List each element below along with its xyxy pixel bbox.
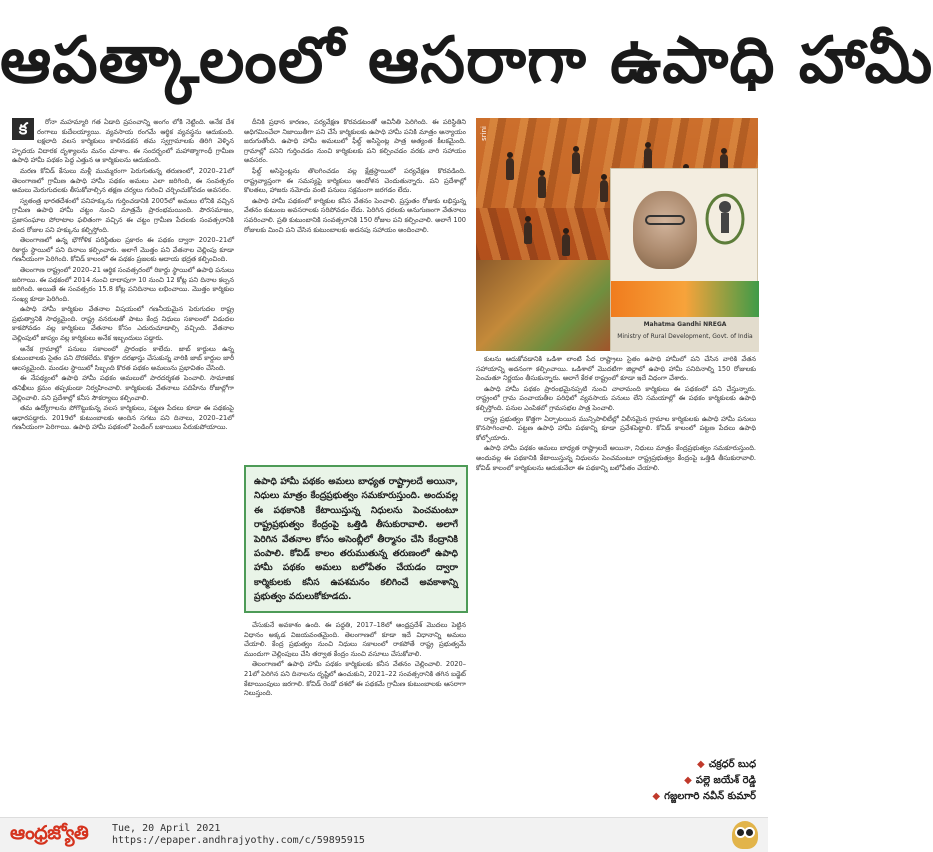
diamond-bullet-icon: ◆	[696, 759, 705, 770]
worker-figure	[538, 176, 546, 198]
nrega-emblem-icon	[703, 185, 747, 249]
paragraph: స్వతంత్ర భారతదేశంలో పనిహక్కును గుర్తించడానికి 2005లో అమలు లోనికి వచ్చిన గ్రామీణ ఉపాధి హామీ చట్టం నుంచి మాత్రమే ప్రారంభమయింది. పౌరసమాజం, ప్రజాసంఘాల పోరాటాల ఫలితంగా వచ్చిన ఈ చట్టం గ్రామీణ పేదలకు సంవత్సరానికి వంద రోజుల పని హక్కును కల్పిస్తోంది.	[12, 196, 234, 234]
article-column-1	[12, 118, 234, 838]
worker-figure	[600, 180, 608, 202]
footer-meta	[112, 823, 365, 847]
byline	[560, 757, 756, 773]
paragraph: తెలంగాణలో ఉన్న భౌగోళిక పరిస్థితుల ప్రకారం ఈ పథకం ద్వారా 2020–21లో రికార్డు స్థాయిలో పని దినాలు కల్పించారు. అలాగే మొత్తం పని వేతనాల చెల్లింపు కూడా గణనీయంగా పెరిగింది. కోవిడ్ కాలంలో ఈ పథకం ప్రజలకు ఆదాయ భద్రత కల్పించింది.	[12, 236, 234, 264]
pull-quote-box: ఉపాధి హామీ పథకం అమలు బాధ్యత రాష్ట్రాలదే అయినా, నిధులు మాత్రం కేంద్రప్రభుత్వం సమకూరుస్తుంది. అందువల్ల ఈ పథకానికి కేటాయిస్తున్న నిధులను పెంచమంటూ రాష్ట్రప్రభుత్వం కేంద్రంపై ఒత్తిడి తీసుకురావాలి. అలాగే పెరిగిన వేతనాల కోసం అసెంబ్లీలో తీర్మానం చేసి కేంద్రానికి పంపాలి. కోవిడ్ కాలం తరుముతున్న తరుణంలో ఉపాధి హామీ పథకం అమలు బలోపేతం చేయడం ద్వారా కార్మికులకు కనీస ఉపశమనం కలిగించే అవకాశాన్ని ప్రభుత్వం వదులుకోకూడదు.	[244, 465, 468, 613]
paragraph: అనేక గ్రామాల్లో పనులు సకాలంలో ప్రారంభం కాలేదు. జాబ్ కార్డులు ఉన్న కుటుంబాలకు సైతం పని దొరకలేదు. కొత్తగా దరఖాస్తు చేసుకున్న వారికి జాబ్ కార్డుల జారీ ఆలస్యమైంది. మండల స్థాయిలో సిబ్బంది కొరత పథకం అమలును ప్రభావితం చేసింది.	[12, 344, 234, 372]
owl-mascot-icon	[732, 821, 758, 849]
gandhi-portrait	[633, 191, 697, 269]
paragraph: చేసుకునే అవకాశం ఉంది. ఈ పద్ధతి, 2017–18లో ఆంధ్రప్రదేశ్ మొదలు పెట్టిన విధానం అక్కడ విజయవంతమైంది. తెలంగాణలో కూడా ఇదే విధానాన్ని అమలు చేయాలి. కేంద్ర ప్రభుత్వం నుంచి నిధులు సకాలంలో రాకపోతే రాష్ట్ర ప్రభుత్వమే ముందుగా చెల్లింపులు చేసి తర్వాత కేంద్రం నుంచి వసూలు చేసుకోవాలి.	[244, 621, 466, 658]
diamond-bullet-icon: ◆	[684, 775, 692, 786]
nrega-poster	[610, 168, 758, 351]
worker-figure	[506, 158, 514, 180]
author-name: పల్లె జయేశ్ రెడ్డి	[695, 775, 756, 786]
headline: ఆపత్కాలంలో ఆసరాగా ఉపాధి హామీ	[0, 24, 933, 98]
paragraph: తెలంగాణలో ఉపాధి హామీ పథకం కార్మికులకు కనీస వేతనం చెల్లించాలి. 2020–21లో పెరిగిన పని దినాలను దృష్టిలో ఉంచుకుని, 2021–22 సంవత్సరానికి తగిన బడ్జెట్ కేటాయింపులు జరగాలి. కోవిడ్ రెండో దశలో ఈ పథకమే గ్రామీణ కుటుంబాలకు ఆసరాగా నిలుస్తుంది.	[244, 660, 466, 698]
diamond-bullet-icon: ◆	[652, 791, 661, 802]
epaper-link[interactable]: https://epaper.andhrajyothy.com/c/59895915	[112, 835, 365, 846]
poster-tricolor-band	[611, 281, 759, 317]
spectacles-icon	[645, 215, 685, 225]
worker-figure	[562, 234, 570, 256]
poster-subtitle: Ministry of Rural Development, Govt. of India	[617, 333, 753, 340]
article-column-3	[476, 355, 756, 753]
worker-figure	[524, 222, 532, 244]
paragraph: రోనా మహమ్మారి గత ఏడాది ప్రపంచాన్ని అంగం లోకి నెట్టింది. అనేక దేశ రంగాలు కుదేలయ్యాయి. వ్యవసాయ రంగమే ఆర్థిక వ్యవస్థను ఆదుకుంది. లక్షలాది వలస కార్మికులు కాలినడకన తమ స్వగ్రామాలకు తిరిగి వెళ్ళిన హృదయ విదారక దృశ్యాలను మనం చూశాం. ఈ సందర్భంలో మహాత్మాగాంధీ గ్రామీణ ఉపాధి హామీ పథకం పెద్ద ఎత్తున ఆ కార్మికులను ఆదుకుంది.	[12, 118, 234, 165]
byline	[560, 773, 756, 789]
paragraph: ఉపాధి హామీ కార్మికుల వేతనాల విషయంలో గణనీయమైన పెరుగుదల రాష్ట్ర ప్రభుత్వానికి సాధ్యమైంది. రాష్ట్ర వనరులతో పాటు కేంద్ర నిధులు సకాలంలో విడుదల కాకపోవడం వల్ల కార్మికులు వేతనాల కోసం ఎదురుచూడాల్సి వచ్చింది. వేతనాల చెల్లింపులో జాప్యం వల్ల కార్మికులు అనేక ఇబ్బందులు పడ్డారు.	[12, 305, 234, 343]
paragraph: కులను ఆదుకోవడానికి ఒడిశా లాంటి పేద రాష్ట్రాలు సైతం ఉపాధి హామీలో పని చేసిన వారికి వేతన సహాయాన్ని అదనంగా కల్పించాయి. ఒడిశాలో మొదటిగా జిల్లాలో ఉపాధి హామీ పనిదినాల్ని 150 రోజులకు పెంచుతూ నిర్ణయం తీసుకున్నారు. అలాగే కేరళ రాష్ట్రంలో కూడా ఇదే విధంగా చేశారు.	[476, 355, 756, 383]
paragraph: మరణ కోవిడ్ కేసులు మళ్లీ ముమ్మరంగా పెరుగుతున్న తరుణంలో, 2020–21లో తెలంగాణలో గ్రామీణ ఉపాధి హామీ పథకం అమలు ఎలా జరిగింది, ఈ సంవత్సరం అమలు మెరుగుదలకు తీసుకోవాల్సిన తక్షణ చర్యలు గురించి చర్చించుకోవడం అవసరం.	[12, 166, 234, 195]
worker-figure	[572, 152, 580, 174]
paragraph: ఉపాధి హామీ పథకంలో కార్మికుల కనీస వేతనం పెంచాలి. ప్రస్తుతం రోజుకు లభిస్తున్న వేతనం కుటుంబ అవసరాలకు సరిపోవడం లేదు. పెరిగిన ధరలకు అనుగుణంగా వేతనాలు సవరించాలి. ప్రతి కుటుంబానికి సంవత్సరానికి 150 రోజుల పని కల్పించాలి. అలాగే 100 రోజులకు మించి పని చేసిన కుటుంబాలకు అదనపు సహాయం అందించాలి.	[244, 196, 466, 234]
author-bylines	[560, 757, 756, 805]
author-name: గజ్జలగారి నవీన్ కుమార్	[664, 791, 756, 802]
dropcap: క	[12, 118, 34, 140]
village-workers-photo	[476, 260, 610, 351]
paragraph: దీనికి ప్రధాన కారణం, పర్యవేక్షణ కొరవడటంతో అవినీతి పెరిగింది. ఈ పరిస్థితిని అధిగమించేలా నిజాయితీగా పని చేసే కార్మికులకు ఉపాధి హామీ పనికి మాత్రం అన్యాయం జరుగుతోంది. ఉపాధి హామీ అమలులో ఫీల్డ్ అసిస్టెంట్ల పాత్ర అత్యంత కీలకమైంది. గ్రామాల్లో పనిని గుర్తించడం నుంచి కార్మికులకు పని కల్పించడం వరకు వారి సహాయం అవసరం.	[244, 118, 466, 165]
paragraph: ఉపాధి హామీ పథకం అమలు బాధ్యత రాష్ట్రాలదే అయినా, నిధులు మాత్రం కేంద్రప్రభుత్వం సమకూరుస్తుంది. అందువల్ల ఈ పథకానికి కేటాయిస్తున్న నిధులను పెంచమంటూ రాష్ట్రప్రభుత్వం కేంద్రంపై ఒత్తిడి తీసుకురావాలి. కోవిడ్ కాలంలో కార్మికులను ఆదుకునేలా ఈ పథకాన్ని బలోపేతం చేయాలి.	[476, 444, 756, 472]
photo-credit: srini	[480, 126, 488, 141]
epaper-footer	[0, 817, 768, 852]
article-column-2	[244, 118, 466, 458]
article-column-2-bottom	[244, 621, 466, 845]
author-name: చక్రధర్ బుధ	[708, 759, 756, 770]
publication-date: Tue, 20 April 2021	[112, 823, 221, 834]
byline	[560, 789, 756, 805]
paragraph: రాష్ట్ర ప్రభుత్వం కొత్తగా ఏర్పాటయిన మున్సిపాలిటీల్లో విలీనమైన గ్రామాల కార్మికులకు ఉపాధి హామీ పనులు కొనసాగించాలి. పట్టణ ఉపాధి హామీ పథకాన్ని కూడా ప్రవేశపెట్టాలి. కోవిడ్ కాలంలో పట్టణ పేదలు ఉపాధి కోల్పోయారు.	[476, 414, 756, 442]
newspaper-logo[interactable]: ఆంధ్రజ్యోతి	[10, 822, 89, 844]
paragraph: ఈ నేపథ్యంలో ఉపాధి హామీ పథకం అమలులో పారదర్శకత పెంచాలి. సామాజిక తనిఖీలు క్రమం తప్పకుండా నిర్వహించాలి. కార్మికులకు వేతనాలు పదిహేను రోజుల్లోగా చెల్లించాలి. పని ప్రదేశాల్లో కనీస సౌకర్యాలు కల్పించాలి.	[12, 374, 234, 402]
paragraph: ఉపాధి హామీ పథకం ప్రారంభమైనప్పటి నుంచి చాలామంది కార్మికులు ఈ పథకంలో పని చేస్తున్నారు. రాష్ట్రంలో గ్రామ పంచాయతీల పరిధిలో వ్యవసాయ పనులు లేని సమయాల్లో ఈ పథకం కార్మికులకు ఉపాధి కల్పిస్తోంది. పనుల ఎంపికలో గ్రామసభల పాత్ర పెంచాలి.	[476, 384, 756, 412]
poster-title: Mahatma Gandhi NREGA	[643, 321, 727, 328]
paragraph: తెలంగాణ రాష్ట్రంలో 2020–21 ఆర్థిక సంవత్సరంలో రికార్డు స్థాయిలో ఉపాధి పనులు జరిగాయి. ఈ పథకంలో 2014 నుంచి దాదాపుగా 10 నుంచి 12 కోట్ల పని దినాల కల్పన జరిగింది. అయితే ఈ సంవత్సరం 15.8 కోట్ల పనిదినాలు లభించాయి. మొత్తం కార్మికుల సంఖ్య కూడా పెరిగింది.	[12, 265, 234, 303]
paragraph: తమ ఉద్యోగాలను పోగొట్టుకున్న వలస కార్మికులు, పట్టణ పేదలు కూడా ఈ పథకంపై ఆధారపడ్డారు. 2019లో కుటుంబాలకు అందిన సగటు పని దినాలు, 2020–21లో గణనీయంగా పెరిగాయి. ఉపాధి హామీ పథకంలో పెండింగ్ బకాయిలు పేరుకుపోయాయి.	[12, 404, 234, 432]
worker-figure	[644, 148, 652, 170]
paragraph: ఫీల్డ్ అసిస్టెంట్లను తొలగించడం వల్ల క్షేత్రస్థాయిలో పర్యవేక్షణ కొరవడింది. రాష్ట్రవ్యాప్తంగా ఈ సమస్యపై కార్మికులు ఆందోళన చెందుతున్నారు. పని ప్రదేశాల్లో కొలతలు, హాజరు నమోదు వంటి పనులు సక్రమంగా జరగడం లేదు.	[244, 166, 466, 195]
